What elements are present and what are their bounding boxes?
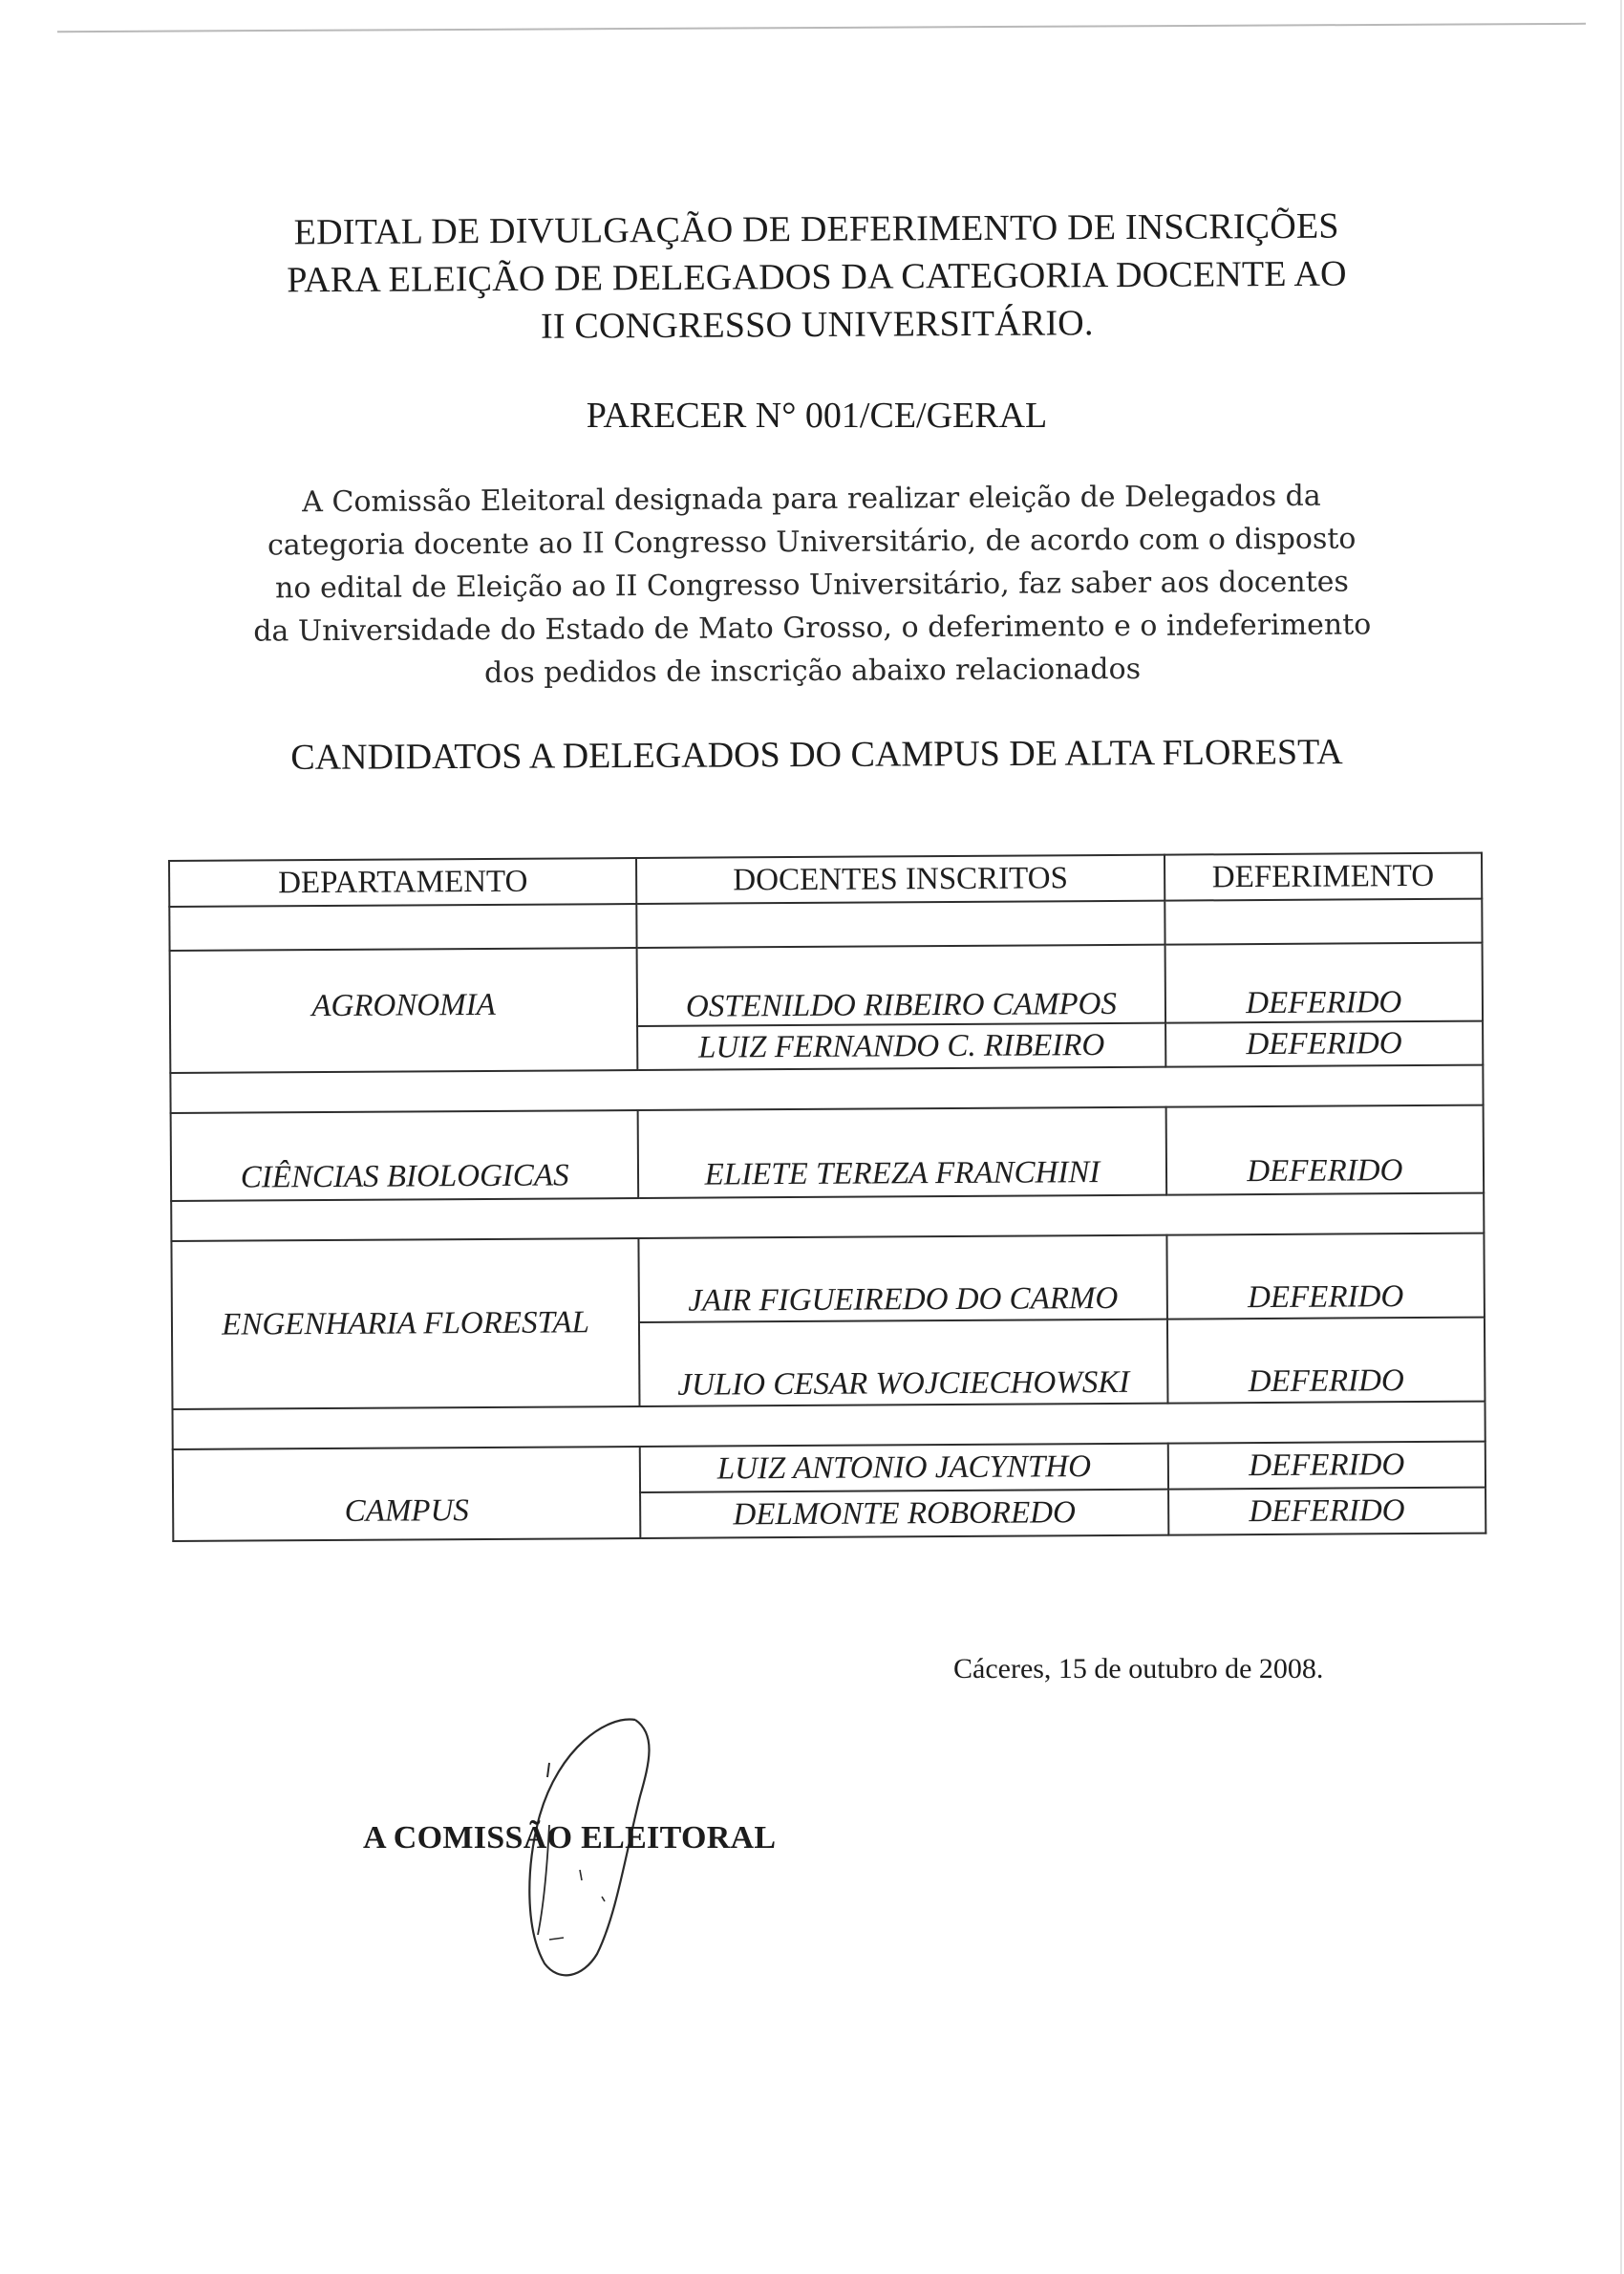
candidate-name: DELMONTE ROBOREDO — [640, 1490, 1168, 1538]
column-header-status: DEFERIMENTO — [1165, 853, 1483, 901]
candidate-name: JAIR FIGUEIREDO DO CARMO — [639, 1235, 1167, 1322]
section-title: CANDIDATOS A DELEGADOS DO CAMPUS DE ALTA FLORESTA — [290, 732, 1343, 778]
candidates-table-wrapper — [168, 852, 1486, 1542]
intro-line: categoria docente ao II Congresso Universitário, de acordo com o disposto — [267, 522, 1357, 563]
department-cell: ENGENHARIA FLORESTAL — [171, 1238, 639, 1409]
column-header-candidates: DOCENTES INSCRITOS — [636, 855, 1165, 904]
intro-line: no edital de Eleição ao II Congresso Universitário, faz saber aos docentes — [274, 565, 1350, 606]
candidate-status: DEFERIDO — [1168, 1488, 1486, 1535]
candidate-status: DEFERIDO — [1165, 943, 1483, 1023]
candidate-status: DEFERIDO — [1165, 1105, 1484, 1195]
table-row — [171, 1105, 1485, 1201]
intro-paragraph — [209, 474, 1414, 697]
title-line: EDITAL DE DIVULGAÇÃO DE DEFERIMENTO DE INSCRIÇÕES — [293, 205, 1339, 253]
intro-line: da Universidade do Estado de Mato Grosso, o deferimento e o indeferimento — [253, 608, 1372, 649]
candidate-name: JULIO CESAR WOJCIECHOWSKI — [639, 1319, 1167, 1406]
intro-line: dos pedidos de inscrição abaixo relacionados — [483, 652, 1142, 691]
parecer-number: PARECER N° 001/CE/GERAL — [586, 396, 1048, 436]
column-header-department: DEPARTAMENTO — [169, 858, 637, 907]
candidate-name: LUIZ ANTONIO JACYNTHO — [640, 1444, 1168, 1492]
title-line: PARA ELEIÇÃO DE DELEGADOS DA CATEGORIA DOCENTE AO — [287, 253, 1347, 301]
commission-signature-label: A COMISSÃO ELEITORAL — [363, 1820, 777, 1856]
document-title — [229, 202, 1405, 353]
title-line: II CONGRESSO UNIVERSITÁRIO. — [540, 303, 1094, 347]
intro-line: A Comissão Eleitoral designada para realizar eleição de Delegados da — [302, 479, 1321, 520]
candidate-status: DEFERIDO — [1165, 1021, 1484, 1067]
spacer-row — [169, 899, 1482, 951]
candidate-status: DEFERIDO — [1166, 1234, 1485, 1319]
empty-cell — [1165, 899, 1483, 945]
table-row — [170, 943, 1483, 1029]
empty-cell — [169, 904, 637, 951]
top-rule — [57, 23, 1586, 32]
department-cell: CIÊNCIAS BIOLOGICAS — [171, 1110, 639, 1201]
table-row — [173, 1442, 1485, 1495]
candidate-name: LUIZ FERNANDO C. RIBEIRO — [637, 1023, 1165, 1070]
department-cell: CAMPUS — [173, 1447, 641, 1541]
table-header-row — [169, 853, 1482, 907]
candidate-status: DEFERIDO — [1167, 1442, 1485, 1490]
department-cell: AGRONOMIA — [170, 948, 638, 1073]
candidate-name: OSTENILDO RIBEIRO CAMPOS — [637, 945, 1165, 1026]
candidate-status: DEFERIDO — [1167, 1318, 1485, 1404]
table-row — [171, 1234, 1485, 1325]
candidate-name: ELIETE TEREZA FRANCHINI — [638, 1107, 1166, 1198]
empty-cell — [637, 901, 1165, 948]
page-edge — [1620, 0, 1622, 2274]
document-date: Cáceres, 15 de outubro de 2008. — [953, 1653, 1324, 1684]
candidates-table — [168, 852, 1486, 1542]
